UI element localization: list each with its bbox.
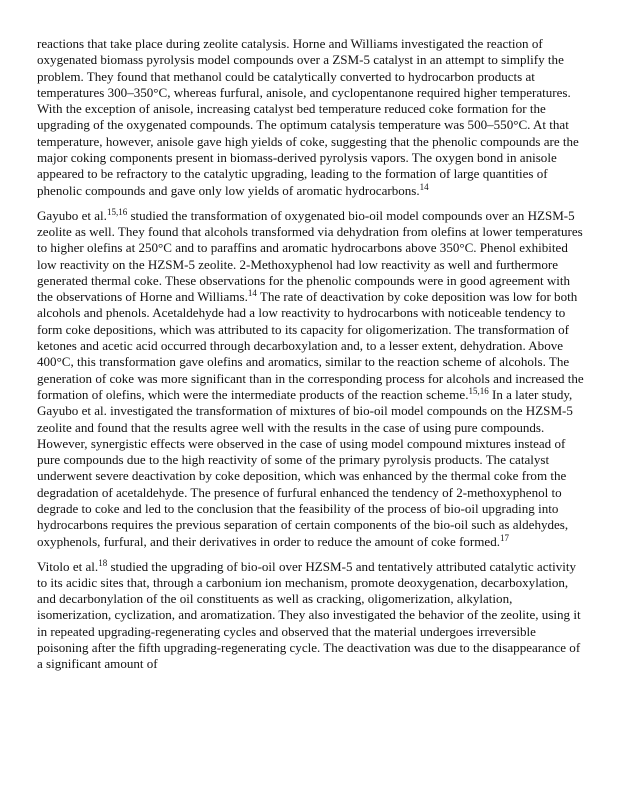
paragraph-2-text-1: Gayubo et al.: [37, 207, 107, 223]
paragraph-1-text-1: reactions that take place during zeolite catalysis. Horne and Williams investigated the reaction of oxygenated biomass pyrolysis model compounds over a ZSM-5 catalyst in an attempt to simplify the problem. They found that methanol could be catalytically converted to hydrocarbon products at temperatures 300–350°C, whereas furfural, anisole, and cyclopentanone required higher temperatures. With the exception of anisole, increasing catalyst bed temperature reduced coke formation for the upgrading of the oxygenated compounds. The optimum catalysis temperature was 500–550°C. At that temperature, however, anisole gave high yields of coke, suggesting that the phenolic compounds are the major coking components present in biomass-derived pyrolysis vapors. The oxygen bond in anisole appeared to be refractory to the catalytic upgrading, leading to the formation of large quantities of phenolic compounds and gave only low yields of aromatic hydrocarbons.: [37, 36, 579, 198]
paragraph-3: [37, 559, 585, 673]
citation-15-16: 15,16: [468, 385, 489, 396]
citation-15-16: 15,16: [106, 206, 128, 217]
paragraph-2-text-3: The rate of deactivation by coke deposition was low for both alcohols and phenols. Acetaldehyde had a low reactivity to hydrocarbons with noticeable tendency to form coke depositions, which was attributed to its capacity for oligomerization. The transformation of ketones and acetic acid occurred through decarboxylation and, to a lesser extent, dehydration. Above 400°C, this transformation gave olefins and aromatics, similar to the reaction scheme of alcohols. The generation of coke was more significant than in the corresponding process for alcohols and increased the formation of olefins, which were the intermediate products of the reaction scheme.: [37, 289, 584, 402]
citation-14: 14: [419, 181, 429, 192]
citation-17: 17: [500, 532, 510, 543]
citation-18: 18: [98, 557, 108, 568]
citation-14: 14: [247, 288, 257, 299]
document-page: [37, 36, 585, 681]
paragraph-1: [37, 36, 585, 199]
paragraph-3-text-1: Vitolo et al.: [37, 558, 99, 574]
paragraph-2: [37, 208, 585, 550]
paragraph-3-text-2: studied the upgrading of bio-oil over HZSM-5 and tentatively attributed catalytic activity to its acidic sites that, through a carbonium ion mechanism, promote deoxygenation, decarboxylation, and decarbonylation of the oil constituents as well as cracking, oligomerization, alkylation, isomerization, cyclization, and aromatization. They also investigated the behavior of the zeolite, using it in repeated upgrading-regenerating cycles and observed that the material undergoes irreversible poisoning after the fifth upgrading-regenerating cycle. The deactivation was due to the disappearance of a significant amount of: [37, 558, 581, 672]
paragraph-2-text-2: studied the transformation of oxygenated bio-oil model compounds over an HZSM-5 zeolite as well. They found that alcohols transformed via dehydration from olefins at lower temperatures to higher olefins at 250°C and to paraffins and aromatic hydrocarbons above 350°C. Phenol exhibited low reactivity on the HZSM-5 zeolite. 2-Methoxyphenol had low reactivity as well and furthermore generated thermal coke. These observations for the phenolic compounds were in good agreement with the observations of Horne and Williams.: [37, 207, 583, 305]
paragraph-2-text-4: In a later study, Gayubo et al. investigated the transformation of mixtures of bio-oil model compounds on the HZSM-5 zeolite and found that the results agree well with the results in the case of using pure compounds. However, synergistic effects were observed in the case of using model compound mixtures instead of pure compounds due to the high reactivity of some of the primary pyrolysis products. The catalyst underwent severe deactivation by coke deposition, which was enhanced by the thermal coke from the degradation of acetaldehyde. The presence of furfural enhanced the tendency of 2-methoxyphenol to degrade to coke and led to the conclusion that the feasibility of the process of bio-oil upgrading into hydrocarbons requires the previous separation of certain components of the bio-oil such as aldehydes, oxyphenols, furfural, and their derivatives in order to reduce the amount of coke formed.: [37, 386, 573, 549]
